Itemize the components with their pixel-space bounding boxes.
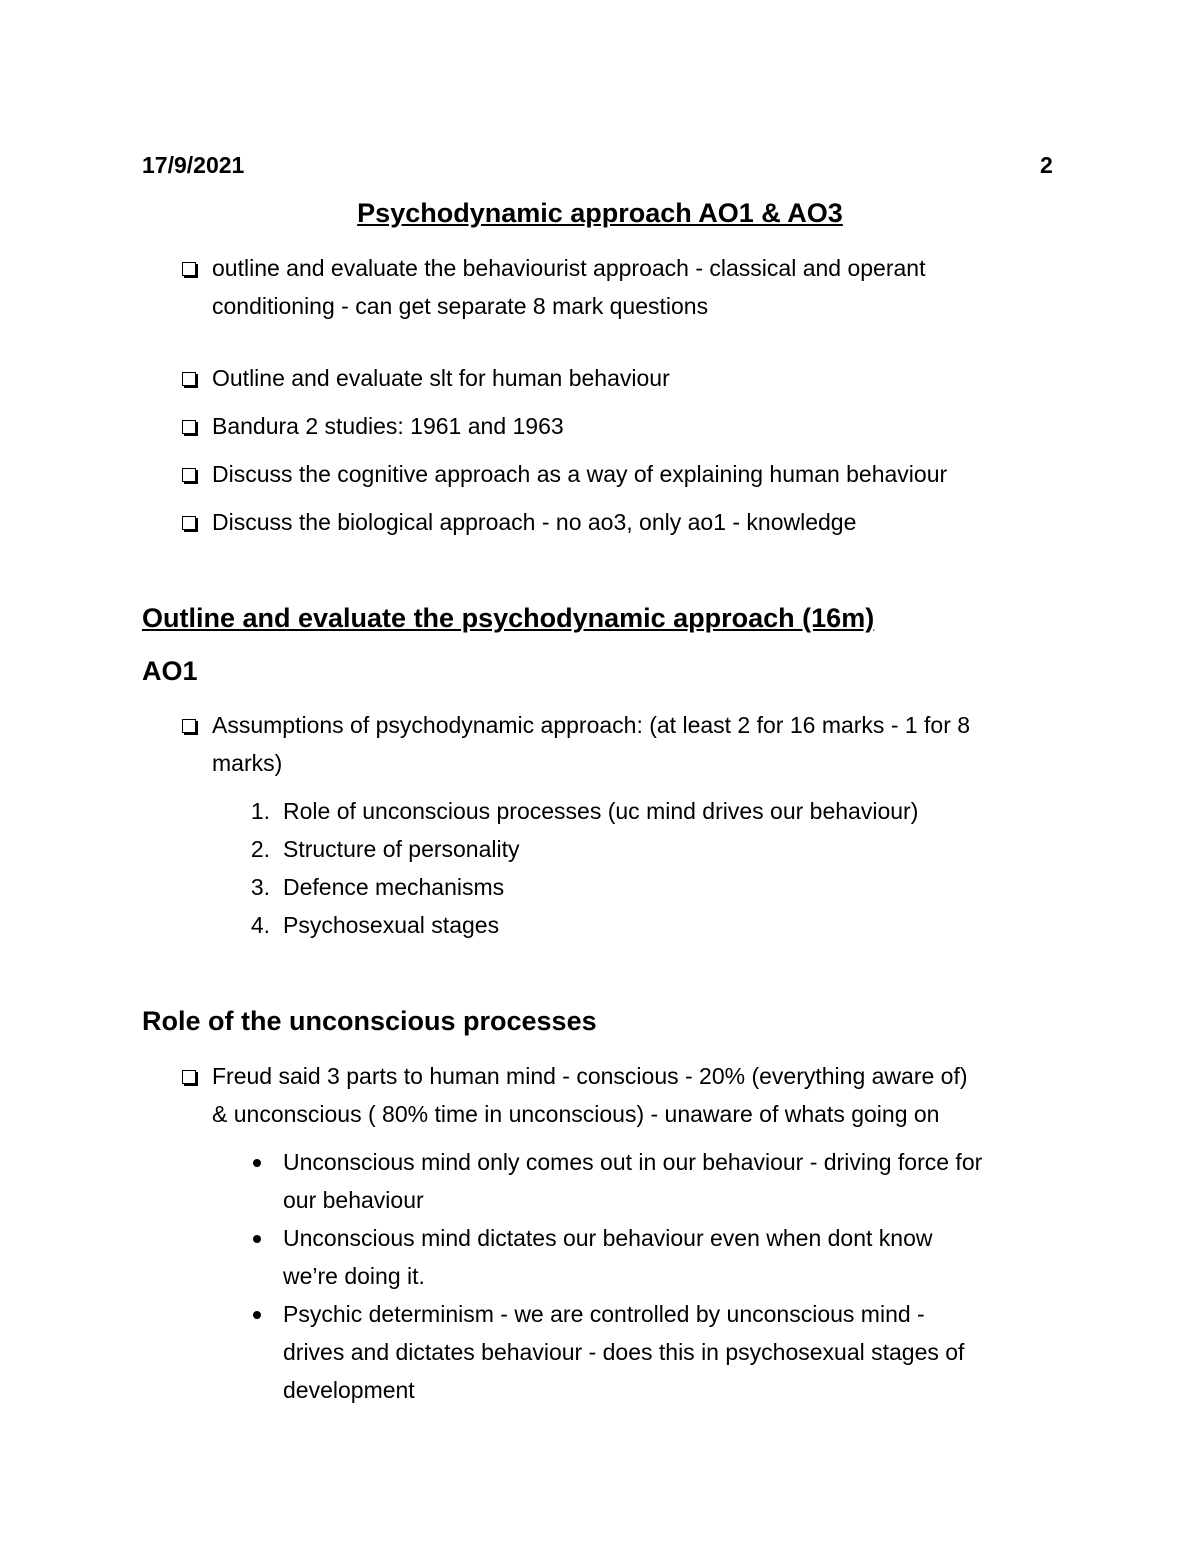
freud-line: & unconscious ( 80% time in unconscious) - unaware of whats going on <box>212 1101 940 1127</box>
ao1-heading: AO1 <box>142 656 198 686</box>
checklist-item-line: Bandura 2 studies: 1961 and 1963 <box>212 413 564 439</box>
checkbox-icon <box>182 468 196 482</box>
list-number: 1. <box>250 798 270 824</box>
bullet-line: Unconscious mind only comes out in our behaviour - driving force for <box>283 1149 983 1175</box>
checklist-item-line: outline and evaluate the behaviourist approach - classical and operant <box>212 255 926 281</box>
page-title-text: Psychodynamic approach AO1 & AO3 <box>357 198 843 228</box>
checkbox-icon <box>182 1070 196 1084</box>
bullet-line: drives and dictates behaviour - does this in psychosexual stages of <box>283 1339 965 1365</box>
bullet-line: Unconscious mind dictates our behaviour even when dont know <box>283 1225 933 1251</box>
list-item: Structure of personality <box>283 836 520 862</box>
checkbox-icon <box>182 262 196 276</box>
list-item: Psychosexual stages <box>283 912 500 938</box>
list-number: 3. <box>250 874 270 900</box>
bullet-line: our behaviour <box>283 1187 424 1213</box>
page-title <box>0 198 1200 229</box>
list-number: 4. <box>250 912 270 938</box>
bullet-line: Psychic determinism - we are controlled by unconscious mind - <box>283 1301 925 1327</box>
page-number: 2 <box>1040 152 1053 178</box>
bullet-line: development <box>283 1377 415 1403</box>
section-heading: Role of the unconscious processes <box>142 1006 597 1036</box>
checkbox-icon <box>182 420 196 434</box>
checklist-item-line: Outline and evaluate slt for human behaviour <box>212 365 670 391</box>
bullet-icon <box>253 1311 261 1319</box>
essay-heading: Outline and evaluate the psychodynamic approach (16m) <box>142 603 875 633</box>
checkbox-icon <box>182 372 196 386</box>
bullet-line: we’re doing it. <box>283 1263 425 1289</box>
freud-line: Freud said 3 parts to human mind - conscious - 20% (everything aware of) <box>212 1063 968 1089</box>
checkbox-icon <box>182 516 196 530</box>
assumptions-line: marks) <box>212 750 283 776</box>
checkbox-icon <box>182 719 196 733</box>
list-item: Role of unconscious processes (uc mind drives our behaviour) <box>283 798 919 824</box>
list-number: 2. <box>250 836 270 862</box>
bullet-icon <box>253 1235 261 1243</box>
checklist-item-line: Discuss the cognitive approach as a way of explaining human behaviour <box>212 461 948 487</box>
assumptions-line: Assumptions of psychodynamic approach: (at least 2 for 16 marks - 1 for 8 <box>212 712 971 738</box>
list-item: Defence mechanisms <box>283 874 505 900</box>
page-date: 17/9/2021 <box>142 152 245 178</box>
checklist-item-line: conditioning - can get separate 8 mark questions <box>212 293 709 319</box>
bullet-icon <box>253 1159 261 1167</box>
checklist-item-line: Discuss the biological approach - no ao3, only ao1 - knowledge <box>212 509 857 535</box>
